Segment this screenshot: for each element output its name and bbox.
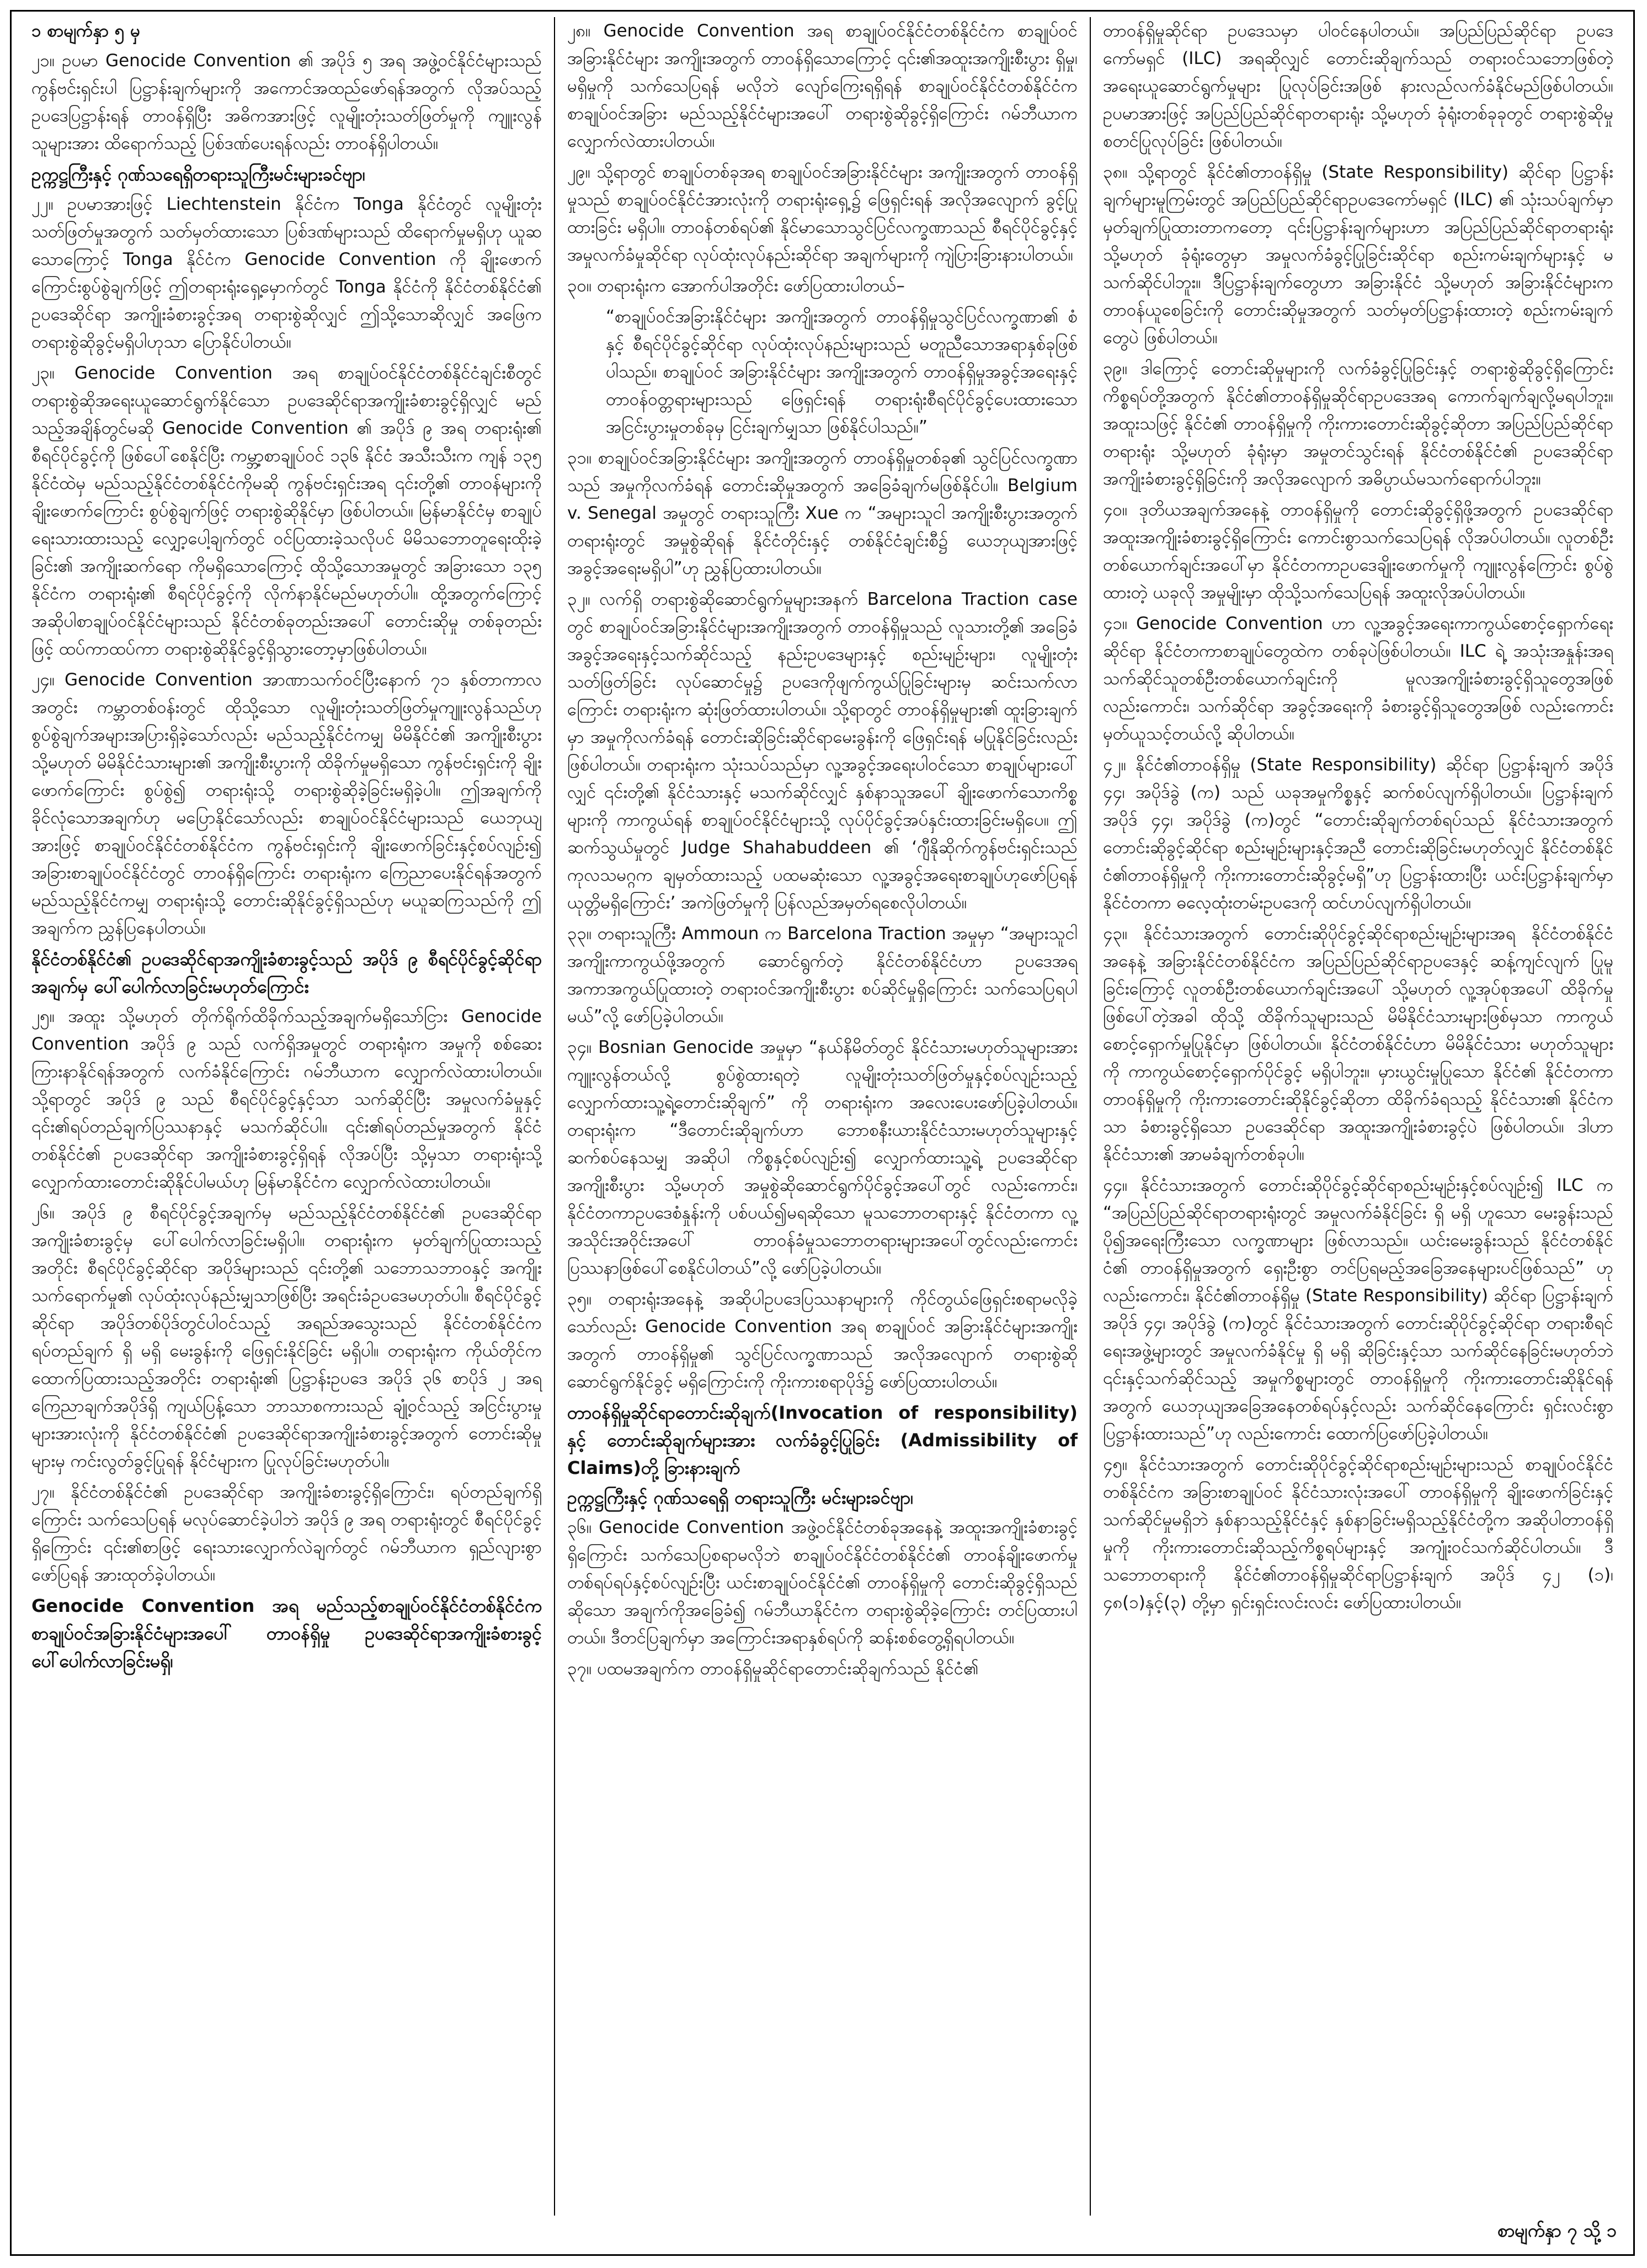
continued-from-label: ၁ စာမျက်နှာ ၅ မှ xyxy=(31,21,140,41)
paragraph: ၄၃။ နိုင်ငံသားအတွက် တောင်းဆိုပိုင်ခွင့်ဆိုင်ရာစည်းမျဉ်းများအရ နိုင်ငံတစ်နိုင်ငံအနေနဲ့ အခြားနိုင်ငံတစ်နိုင်ငံက အပြည်ပြည်ဆိုင်ရာဥပဒေနှင့် ဆန့်ကျင်လျက် ပြုမူခြင်းကြောင့် လူတစ်ဦးတစ်ယောက်ချင်းအပေါ် သို့မဟုတ် လူ့အုပ်စုအပေါ် ထိခိုက်မှုဖြစ်ပေါ်တဲ့အခါ ထိုသို့ ထိခိုက်သူများသည် မိမိနိုင်ငံသားများဖြစ်မှသာ ကာကွယ်စောင့်ရှောက်မှုပြုနိုင်မှာ ဖြစ်ပါတယ်။ နိုင်ငံတစ်နိုင်ငံဟာ မိမိနိုင်ငံသား မဟုတ်သူများကို ကာကွယ်စောင့်ရှောက်ပိုင်ခွင့် မရှိပါဘူး။ မှားယွင်းမှုပြုသော နိုင်ငံ၏ နိုင်ငံတကာတာဝန်ရှိမှုကို ကိုးကားတောင်းဆိုနိုင်ခွင့်ဆိုတာ ထိခိုက်ခံရသည့် နိုင်ငံသား၏ နိုင်ငံကသာ ခံစားခွင့်ရှိသော ဥပဒေဆိုင်ရာ အထူးအကျိုးခံစားခွင့်ပဲ ဖြစ်ပါတယ်။ ဒါဟာ နိုင်ငံသား၏ အာမခံချက်တစ်ခုပါ။ xyxy=(1103,924,1613,1164)
paragraph: ၄၄။ နိုင်ငံသားအတွက် တောင်းဆိုပိုင်ခွင့်ဆိုင်ရာစည်းမျဉ်းနှင့်စပ်လျဉ်း၍ ILC က “အပြည်ပြည်ဆိုင်ရာတရားရုံးတွင် အမှုလက်ခံနိုင်ခြင်း ရှိ မရှိ ဟူသော မေးခွန်းသည် ပို၍အရေးကြီးသော လက္ခဏာများ ဖြစ်လာသည်။ ယင်းမေးခွန်းသည် နိုင်ငံတစ်နိုင်ငံ၏ တာဝန်ရှိမှုအတွက် ရှေးဦးစွာ တင်ပြရမည့်အခြေအနေများပင်ဖြစ်သည်” ဟုလည်းကောင်း၊ နိုင်ငံ၏တာဝန်ရှိမှု (State Responsibility) ဆိုင်ရာ ပြဋ္ဌာန်းချက် အပိုဒ် ၄၄၊ အပိုဒ်ခွဲ (က)တွင် နိုင်ငံသားအတွက် တောင်းဆိုပိုင်ခွင့်ဆိုင်ရာ တရားစီရင်ရေးအဖွဲ့များတွင် အမှုလက်ခံနိုင်မှု ရှိ မရှိ ဆိုခြင်းနှင့်သာ သက်ဆိုင်နေခြင်းမဟုတ်ဘဲ ၎င်းနှင့်သက်ဆိုင်သည့် အမှုကိစ္စများတွင် တာဝန်ရှိမှုကို ကိုးကားတောင်းဆိုနိုင်ရန်အတွက် ယေဘုယျအခြေအနေတစ်ရပ်နှင့်လည်း သက်ဆိုင်နေကြောင်း ရှင်းလင်းစွာ ပြဋ္ဌာန်းထားသည်”ဟု လည်းကောင်း ထောက်ပြဖော်ပြခဲ့ပါတယ်။ xyxy=(1103,1175,1613,1444)
column-right xyxy=(1090,17,1625,2216)
column-left xyxy=(19,17,554,2216)
page-frame xyxy=(10,10,1635,2256)
paragraph: ၂၅။ အထူး သို့မဟုတ် တိုက်ရိုက်ထိခိုက်သည့်အချက်မရှိသော်ငြား Genocide Convention အပိုဒ် ၉ သည် လက်ရှိအမှုတွင် တရားရုံးက အမှုကို စစ်ဆေးကြားနာနိုင်ရန်အတွက် လက်ခံနိုင်ကြောင်း ဂမ်ဘီယာက လျှောက်လဲထားပါတယ်။ သို့ရာတွင် အပိုဒ် ၉ သည် စီရင်ပိုင်ခွင့်နှင့်သာ သက်ဆိုင်ပြီး အမှုလက်ခံမှုနှင့် ၎င်း၏ရပ်တည်ချက်ပြဿနာနှင့် မသက်ဆိုင်ပါ။ ၎င်း၏ရပ်တည်မှုအတွက် နိုင်ငံတစ်နိုင်ငံ၏ ဥပဒေဆိုင်ရာ အကျိုးခံစားခွင့်ရှိရန် လိုအပ်ပြီး သို့မှသာ တရားရုံးသို့ လျှောက်ထားတောင်းဆိုနိုင်ပါမယ်ဟု မြန်မာနိုင်ငံက လျှောက်လဲထားပါတယ်။ xyxy=(31,1007,542,1192)
paragraph: ၃၄။ Bosnian Genocide အမှုမှာ “နယ်နိမိတ်တွင် နိုင်ငံသားမဟုတ်သူများအား ကျူးလွန်တယ်လို့ စွပ်စွဲထားရတဲ့ လူမျိုးတုံးသတ်ဖြတ်မှုနှင့်စပ်လျဉ်းသည့် လျှောက်ထားသူ့ရဲ့တောင်းဆိုချက်” ကို တရားရုံးက အလေးပေးဖော်ပြခဲ့ပါတယ်။ တရားရုံးက “ဒီတောင်းဆိုချက်ဟာ ဘောစနီးယားနိုင်ငံသားမဟုတ်သူများနှင့် ဆက်စပ်နေသမျှ အဆိုပါ ကိစ္စနှင့်စပ်လျဉ်း၍ လျှောက်ထားသူ့ရဲ့ ဥပဒေဆိုင်ရာအကျိုးစီးပွား သို့မဟုတ် အမှုစွဲဆိုဆောင်ရွက်ပိုင်ခွင့်အပေါ်တွင် လည်းကောင်း၊ နိုင်ငံတကာဥပဒေစံနှုန်းကို ပစ်ပယ်၍မရဆိုသော မူသဘောတရားနှင့် နိုင်ငံတကာ လူ့အသိုင်းအဝိုင်းအပေါ် တာဝန်ခံမှုသဘောတရားများအပေါ်တွင်လည်းကောင်း ပြဿနာဖြစ်ပေါ်စေနိုင်ပါတယ်”လို့ ဖော်ပြခဲ့ပါတယ်။ xyxy=(567,1037,1078,1278)
paragraph: ၃၇။ ပထမအချက်က တာဝန်ရှိမှုဆိုင်ရာတောင်းဆိုချက်သည် နိုင်ငံ၏ xyxy=(567,1659,979,1679)
paragraph: ၂၈။ Genocide Convention အရ စာချုပ်ဝင်နိုင်ငံတစ်နိုင်ငံက စာချုပ်ဝင် အခြားနိုင်ငံများ အကျိုးအတွက် တာဝန်ရှိသောကြောင့် ၎င်း၏အထူးအကျိုးစီးပွား ရှိမှု၊ မရှိမှုကို သက်သေပြရန် မလိုဘဲ လျော်ကြေးရရှိရန် စာချုပ်ဝင်နိုင်ငံတစ်နိုင်ငံက စာချုပ်ဝင်အခြား မည်သည့်နိုင်ငံများအပေါ် တရားစွဲဆိုခွင့်ရှိကြောင်း ဂမ်ဘီယာက လျှောက်လဲထားပါတယ်။ xyxy=(567,21,1078,151)
paragraph: ၄၅။ နိုင်ငံသားအတွက် တောင်းဆိုပိုင်ခွင့်ဆိုင်ရာစည်းမျဉ်းများသည် စာချုပ်ဝင်နိုင်ငံတစ်နိုင်ငံက အခြားစာချုပ်ဝင် နိုင်ငံသားလုံးအပေါ် တာဝန်ရှိမှုကို ချိုးဖောက်ခြင်းနှင့် သက်ဆိုင်မှုမရှိဘဲ နှစ်နာသည့်နိုင်ငံနှင့် နှစ်နာခြင်းမရှိသည့်နိုင်ငံတို့က အဆိုပါတာဝန်ရှိမှုကို ကိုးကားတောင်းဆိုသည့်ကိစ္စရပ်များနှင့် အကျုံးဝင်သက်ဆိုင်ပါတယ်။ ဒီသဘောတရားကို နိုင်ငံ၏တာဝန်ရှိမှုဆိုင်ရာပြဋ္ဌာန်းချက် အပိုဒ် ၄၂ (၁)၊ ၄၈(၁)နှင့်(၃) တို့မှာ ရှင်းရှင်းလင်းလင်း ဖော်ပြထားပါတယ်။ xyxy=(1103,1455,1613,1612)
quoted-passage: “စာချုပ်ဝင်အခြားနိုင်ငံများ အကျိုးအတွက် တာဝန်ရှိမှုသွင်ပြင်လက္ခဏာ၏ စံနှင့် စီရင်ပိုင်ခွင့်ဆိုင်ရာ လုပ်ထုံးလုပ်နည်းများသည် မတူညီသောအရာနှစ်ခုဖြစ်ပါသည်။ စာချုပ်ဝင် အခြားနိုင်ငံများ အကျိုးအတွက် တာဝန်ရှိမှုအခွင့်အရေးနှင့် တာဝန်ဝတ္တရားများသည် ဖြေရှင်းရန် တရားရုံးစီရင်ပိုင်ခွင့်ပေးထားသော အငြင်းပွားမှုတစ်ခုမှ ငြင်းချက်မျှသာ ဖြစ်နိုင်ပါသည်။” xyxy=(606,307,1078,437)
paragraph: ၃၀။ တရားရုံးက အောက်ပါအတိုင်း ဖော်ပြထားပါတယ်– xyxy=(567,276,905,296)
paragraph: ၃၂။ လက်ရှိ တရားစွဲဆိုဆောင်ရွက်မှုများအနက် Barcelona Traction case တွင် စာချုပ်ဝင်အခြားနိုင်ငံများအကျိုးအတွက် တာဝန်ရှိမှုသည် လူသားတို့၏ အခြေခံအခွင့်အရေးနှင့်သက်ဆိုင်သည့် နည်းဥပဒေများနှင့် စည်းမျဉ်းများ၊ လူမျိုးတုံးသတ်ဖြတ်ခြင်း လုပ်ဆောင်မှု၌ ဥပဒေကိုဖျက်ကွယ်ပြုခြင်းများမှ ဆင်းသက်လာကြောင်း တရားရုံးက ဆုံးဖြတ်ထားပါတယ်။ သို့ရာတွင် တာဝန်ရှိမှုများ၏ ထူးခြားချက်မှာ အမှုကိုလက်ခံရန် တောင်းဆိုခြင်းဆိုင်ရာမေးခွန်းကို ဖြေရှင်းရန် မပြုနိုင်ခြင်းလည်းဖြစ်ပါတယ်။ တရားရုံးက သုံးသပ်သည်မှာ လူ့အခွင့်အရေးပါဝင်သော စာချုပ်များပေါ်လျှင် ၎င်းတို့၏ နိုင်ငံသားနှင့် မသက်ဆိုင်လျှင် နှစ်နာသူအပေါ် ချိုးဖောက်သောကိစ္စများကို ကာကွယ်ရန် စာချုပ်ဝင်နိုင်ငံများသို့ လုပ်ပိုင်ခွင့်အပ်နှင်းထားခြင်းမရှိပေ။ ဤဆက်သွယ်မှုတွင် Judge Shahabuddeen ၏ ‘ဂျီနိုဆိုက်ကွန်ဗင်းရှင်းသည် ကုလသမဂ္ဂက ချမှတ်ထားသည့် ပထမဆုံးသော လူ့အခွင့်အရေးစာချုပ်ဟုဖော်ပြရန် ယုတ္တိမရှိကြောင်း’ အကဲဖြတ်မှုကို ပြန်လည်အမှတ်ရစေလိုပါတယ်။ xyxy=(567,589,1078,913)
paragraph: ၂၉။ သို့ရာတွင် စာချုပ်တစ်ခုအရ စာချုပ်ဝင်အခြားနိုင်ငံများ အကျိုးအတွက် တာဝန်ရှိမှုသည် စာချုပ်ဝင်နိုင်ငံအားလုံးကို တရားရုံးရှေ့၌ ဖြေရှင်းရန် အလိုအလျောက် ခွင့်ပြုထားခြင်း မရှိပါ။ တာဝန်တစ်ရပ်၏ နိုင်မာသောသွင်ပြင်လက္ခဏာသည် စီရင်ပိုင်ခွင့်နှင့် အမှုလက်ခံမှုဆိုင်ရာ လုပ်ထုံးလုပ်နည်းဆိုင်ရာ အချက်များကို ကျဲပြားခြားနားပါတယ်။ xyxy=(567,162,1078,265)
section-heading: နိုင်ငံတစ်နိုင်ငံ၏ ဥပဒေဆိုင်ရာအကျိုးခံစားခွင့်သည် အပိုဒ် ၉ စီရင်ပိုင်ခွင့်ဆိုင်ရာအချက်မှ ပေါ်ပေါက်လာခြင်းမဟုတ်ကြောင်း xyxy=(31,949,542,997)
paragraph: ၃၅။ တရားရုံးအနေနဲ့ အဆိုပါဥပဒေပြဿနာများကို ကိုင်တွယ်ဖြေရှင်းစရာမလိုခဲ့သော်လည်း Genocide Convention အရ စာချုပ်ဝင် အခြားနိုင်ငံများအကျိုးအတွက် တာဝန်ရှိမှု၏ သွင်ပြင်လက္ခဏာသည် အလိုအလျောက် တရားစွဲဆိုဆောင်ရွက်နိုင်ခွင့် မရှိကြောင်းကို ကိုးကားစရာပိုဒ်၌ ဖော်ပြထားပါတယ်။ xyxy=(567,1289,1078,1392)
paragraph: ၃၃။ တရားသူကြီး Ammoun က Barcelona Traction အမှုမှာ “အများသူငါအကျိုးကာကွယ်ဖို့အတွက် ဆောင်ရွက်တဲ့ နိုင်ငံတစ်နိုင်ငံဟာ ဥပဒေအရ အကာအကွယ်ပြုထားတဲ့ တရားဝင်အကျိုးစီးပွား စပ်ဆိုင်မှုရှိကြောင်း သက်သေပြရပါမယ်”လို့ ဖော်ပြခဲ့ပါတယ်။ xyxy=(567,924,1078,1026)
paragraph: ၄၂။ နိုင်ငံ၏တာဝန်ရှိမှု (State Responsibility) ဆိုင်ရာ ပြဋ္ဌာန်းချက် အပိုဒ် ၄၄၊ အပိုဒ်ခွဲ (က) သည် ယခုအမှုကိစ္စနှင့် ဆက်စပ်လျက်ရှိပါတယ်။ ပြဋ္ဌာန်းချက် အပိုဒ် ၄၄၊ အပိုဒ်ခွဲ (က)တွင် “တောင်းဆိုချက်တစ်ရပ်သည် နိုင်ငံသားအတွက် တောင်းဆိုခွင့်ဆိုင်ရာ စည်းမျဉ်းများနှင့်အညီ တောင်းဆိုခြင်းမဟုတ်လျှင် နိုင်ငံတစ်နိုင်ငံ၏တာဝန်ရှိမှုကို ကိုးကားတောင်းဆိုခွင့်မရှိ”ဟု ပြဋ္ဌာန်းထားပြီး ယင်းပြဋ္ဌာန်းချက်မှာ နိုင်ငံတကာ ဓလေ့ထုံးတမ်းဥပဒေကို ထင်ဟပ်လျက်ရှိပါတယ်။ xyxy=(1103,755,1613,913)
section-heading: ဥက္ကဋ္ဌကြီးနှင့် ဂုဏ်သရေရှိ တရားသူကြီး မင်းများခင်ဗျာ၊ xyxy=(567,1487,914,1508)
paragraph: ၄၀။ ဒုတိယအချက်အနေနဲ့ တာဝန်ရှိမှုကို တောင်းဆိုခွင့်ရှိဖို့အတွက် ဥပဒေဆိုင်ရာ အထူးအကျိုးခံစားခွင့်ရှိကြောင်း ကောင်းစွာသက်သေပြရန် လိုအပ်ပါတယ်။ လူတစ်ဦးတစ်ယောက်ချင်းအပေါ်မှာ နိုင်ငံတကာဥပဒေချိုးဖောက်မှုကို ကျူးလွန်ကြောင်း စွပ်စွဲထားတဲ့ ယခုလို အမှုမျိုးမှာ ထိုသို့သက်သေပြရန် အထူးလိုအပ်ပါတယ်။ xyxy=(1103,500,1613,603)
continued-on-label: စာမျက်နှာ ၇ သို့ ၁ xyxy=(1497,2220,1617,2241)
paragraph: တာဝန်ရှိမှုဆိုင်ရာ ဥပဒေသမှာ ပါဝင်နေပါတယ်။ အပြည်ပြည်ဆိုင်ရာ ဥပဒေကော်မရှင် (ILC) အရဆိုလျှင် တောင်းဆိုချက်သည် တရားဝင်သဘောဖြစ်တဲ့ အရေးယူဆောင်ရွက်မှုများ ပြုလုပ်ခြင်းအဖြစ် နားလည်လက်ခံနိုင်မည်ဖြစ်ပါတယ်။ ဥပမာအားဖြင့် အပြည်ပြည်ဆိုင်ရာတရားရုံး သို့မဟုတ် ခုံရုံးတစ်ခုခုတွင် တရားစွဲဆိုမှု စတင်ပြုလုပ်ခြင်း ဖြစ်ပါတယ်။ xyxy=(1103,21,1613,151)
paragraph: ၃၁။ စာချုပ်ဝင်အခြားနိုင်ငံများ အကျိုးအတွက် တာဝန်ရှိမှုတစ်ခု၏ သွင်ပြင်လက္ခဏာသည် အမှုကိုလက်ခံရန် တောင်းဆိုမှုအတွက် အခြေခံချက်မဖြစ်နိုင်ပါ။ Belgium v. Senegal အမှုတွင် တရားသူကြီး Xue က “အများသူငါ အကျိုးစီးပွားအတွက် တရားရုံးတွင် အမှုစွဲဆိုရန် နိုင်ငံတိုင်းနှင့် တစ်နိုင်ငံချင်းစီ၌ ယေဘုယျအားဖြင့် အခွင့်အရေးမရှိပါ”ဟု ညွှန်ပြထားပါတယ်။ xyxy=(567,448,1078,578)
paragraph: ၃၈။ သို့ရာတွင် နိုင်ငံ၏တာဝန်ရှိမှု (State Responsibility) ဆိုင်ရာ ပြဋ္ဌာန်းချက်များမူကြမ်းတွင် အပြည်ပြည်ဆိုင်ရာဥပဒေကော်မရှင် (ILC) ၏ သုံးသပ်ချက်မှာ မှတ်ချက်ပြုထားတာကတော့ ၎င်းပြဋ္ဌာန်းချက်များဟာ အပြည်ပြည်ဆိုင်ရာတရားရုံး သို့မဟုတ် ခုံရုံးတွေမှာ အမှုလက်ခံခွင့်ပြုခြင်းဆိုင်ရာ စည်းကမ်းချက်များနှင့် မသက်ဆိုင်ပါဘူး။ ဒီပြဋ္ဌာန်းချက်တွေဟာ အခြားနိုင်ငံ သို့မဟုတ် အခြားနိုင်ငံများက တာဝန်ယူစေခြင်းကို တောင်းဆိုမှုအတွက် သတ်မှတ်ပြဋ္ဌာန်းထားတဲ့ စည်းကမ်းချက်တွေပဲ ဖြစ်ပါတယ်။ xyxy=(1103,162,1613,348)
paragraph: ၂၆။ အပိုဒ် ၉ စီရင်ပိုင်ခွင့်အချက်မှ မည်သည့်နိုင်ငံတစ်နိုင်ငံ၏ ဥပဒေဆိုင်ရာ အကျိုးခံစားခွင့်မှ ပေါ်ပေါက်လာခြင်းမရှိပါ။ တရားရုံးက မှတ်ချက်ပြုထားသည့်အတိုင်း စီရင်ပိုင်ခွင့်ဆိုင်ရာ အပိုဒ်များသည် ၎င်းတို့၏ သဘောသဘာဝနှင့် အကျိုးသက်ရောက်မှု၏ လုပ်ထုံးလုပ်နည်းမျှသာဖြစ်ပြီး အရင်းခံဥပဒေမဟုတ်ပါ။ စီရင်ပိုင်ခွင့်ဆိုင်ရာ အပိုဒ်တစ်ပိုဒ်တွင်ပါဝင်သည့် အရည်အသွေးသည် နိုင်ငံတစ်နိုင်ငံက ရပ်တည်ချက် ရှိ မရှိ မေးခွန်းကို ဖြေရှင်းနိုင်ခြင်း မရှိပါ။ တရားရုံးက ကိုယ်တိုင်က ထောက်ပြထားသည့်အတိုင်း တရားရုံး၏ ပြဋ္ဌာန်းဥပဒေ အပိုဒ် ၃၆ စာပိုဒ် ၂ အရ ကြေညာချက်အပိုဒ်ရှိ ကျယ်ပြန့်သော ဘာသာစကားသည် ချုံ့ဝင်သည့် အငြင်းပွားမှုများအားလုံးကို နိုင်ငံတစ်နိုင်ငံ၏ ဥပဒေဆိုင်ရာအကျိုးခံစားခွင့်အတွက် တောင်းဆိုမှုများမှ ကင်းလွတ်ခွင့်ပြုရန် နိုင်ငံများက ပြုလုပ်ခြင်းမဟုတ်ပါ။ xyxy=(31,1203,542,1471)
paragraph: ၃၉။ ဒါကြောင့် တောင်းဆိုမှုများကို လက်ခံခွင့်ပြုခြင်းနှင့် တရားစွဲဆိုခွင့်ရှိကြောင်း ကိစ္စရပ်တို့အတွက် နိုင်ငံ၏တာဝန်ရှိမှုဆိုင်ရာဥပဒေအရ ကောက်ချက်ချလို့မရပါဘူး။ အထူးသဖြင့် နိုင်ငံ၏ တာဝန်ရှိမှုကို ကိုးကားတောင်းဆိုခွင့်ဆိုတာ အပြည်ပြည်ဆိုင်ရာတရားရုံး သို့မဟုတ် ခုံရုံးမှာ အမှုတင်သွင်းရန် နိုင်ငံတစ်နိုင်ငံ၏ ဥပဒေဆိုင်ရာအကျိုးခံစားခွင့်ရှိခြင်းကို အလိုအလျောက် အဓိပ္ပာယ်မသက်ရောက်ပါဘူး။ xyxy=(1103,359,1613,489)
paragraph: ၃၆။ Genocide Convention အဖွဲ့ဝင်နိုင်ငံတစ်ခုအနေနဲ့ အထူးအကျိုးခံစားခွင့်ရှိကြောင်း သက်သေပြစရာမလိုဘဲ စာချုပ်ဝင်နိုင်ငံတစ်နိုင်ငံ၏ တာဝန်ချိုးဖောက်မှုတစ်ရပ်ရပ်နှင့်စပ်လျဉ်းပြီး ယင်းစာချုပ်ဝင်နိုင်ငံ၏ တာဝန်ရှိမှုကို တောင်းဆိုခွင့်ရှိသည်ဆိုသော အချက်ကိုအခြေခံ၍ ဂမ်ဘီယာနိုင်ငံက တရားစွဲဆိုခဲ့ကြောင်း တင်ပြထားပါတယ်။ ဒီတင်ပြချက်မှာ အကြောင်းအရာနှစ်ရပ်ကို ဆန်းစစ်တွေ့ရှိရပါတယ်။ xyxy=(567,1518,1078,1648)
paragraph: ၂၄။ Genocide Convention အာဏာသက်ဝင်ပြီးနောက် ၇၁ နှစ်တာကာလအတွင်း ကမ္ဘာတစ်ဝန်းတွင် ထိုသို့သော လူမျိုးတုံးသတ်ဖြတ်မှုကျူးလွန်သည်ဟု စွပ်စွဲချက်အများအပြားရှိခဲ့သော်လည်း မည်သည့်နိုင်ငံကမျှ မိမိနိုင်ငံ၏ အကျိုးစီးပွား သို့မဟုတ် မိမိနိုင်ငံသားများ၏ အကျိုးစီးပွားကို ထိခိုက်မှုမရှိသော ကွန်ဗင်းရှင်းကို ချိုးဖောက်ကြောင်း စွပ်စွဲ၍ တရားရုံးသို့ တရားစွဲဆိုခဲ့ခြင်းမရှိခဲ့ပါ။ ဤအချက်ကို ခိုင်လုံသောအချက်ဟု မပြောနိုင်သော်လည်း စာချုပ်ဝင်နိုင်ငံများသည် ယေဘုယျအားဖြင့် စာချုပ်ဝင်နိုင်ငံတစ်နိုင်ငံက ကွန်ဗင်းရှင်းကို ချိုးဖောက်ခြင်းနှင့်စပ်လျဉ်း၍ အခြားစာချုပ်ဝင်နိုင်ငံတွင် တာဝန်ရှိကြောင်း တရားရုံးက ကြေညာပေးနိုင်ရန်အတွက် မည်သည့်နိုင်ငံကမျှ တရားရုံးသို့ တောင်းဆိုနိုင်ခွင့်ရှိသည်ဟု မယူဆကြသည်ကို ဤအချက်က ညွှန်ပြနေပါတယ်။ xyxy=(31,670,542,938)
section-heading: တာဝန်ရှိမှုဆိုင်ရာတောင်းဆိုချက်(Invocation of responsibility) နှင့် တောင်းဆိုချက်များအား လက်ခံခွင့်ပြုခြင်း (Admissibility of Claims)တို့ ခြားနားချက် xyxy=(567,1402,1078,1478)
text-columns xyxy=(19,17,1625,2216)
section-heading: Genocide Convention အရ မည်သည့်စာချုပ်ဝင်နိုင်ငံတစ်နိုင်ငံက စာချုပ်ဝင်အခြားနိုင်ငံများအပေါ် တာဝန်ရှိမှု ဥပဒေဆိုင်ရာအကျိုးခံစားခွင့် ပေါ်ပေါက်လာခြင်းမရှိ၊ xyxy=(31,1595,542,1671)
paragraph: ၂၁။ ဥပမာ Genocide Convention ၏ အပိုဒ် ၅ အရ အဖွဲ့ဝင်နိုင်ငံများသည် ကွန်ဗင်းရှင်းပါ ပြဋ္ဌာန်းချက်များကို အကောင်အထည်ဖော်ရန်အတွက် လိုအပ်သည့်ဥပဒေပြဋ္ဌာန်းရန် တာဝန်ရှိပြီး အဓိကအားဖြင့် လူမျိုးတုံးသတ်ဖြတ်မှုကို ကျူးလွန်သူများအား ထိရောက်သည့် ပြစ်ဒဏ်ပေးရန်လည်း တာဝန်ရှိပါတယ်။ xyxy=(31,51,542,153)
paragraph: ၂၇။ နိုင်ငံတစ်နိုင်ငံ၏ ဥပဒေဆိုင်ရာ အကျိုးခံစားခွင့်ရှိကြောင်း၊ ရပ်တည်ချက်ရှိကြောင်း သက်သေပြရန် မလုပ်ဆောင်ခဲ့ပါဘဲ အပိုဒ် ၉ အရ တရားရုံးတွင် စီရင်ပိုင်ခွင့်ရှိကြောင်း ၎င်း၏စာဖြင့် ရေးသားလျှောက်လဲချက်တွင် ဂမ်ဘီယာက ရှည်လျားစွာဖော်ပြရန် အားထုတ်ခဲ့ပါတယ်။ xyxy=(31,1482,542,1585)
section-heading: ဥက္ကဋ္ဌကြီးနှင့် ဂုဏ်သရေရှိတရားသူကြီးမင်းများခင်ဗျာ၊ xyxy=(31,164,365,185)
paragraph: ၄၁။ Genocide Convention ဟာ လူ့အခွင့်အရေးကာကွယ်စောင့်ရှောက်ရေးဆိုင်ရာ နိုင်ငံတကာစာချုပ်တွေထဲက တစ်ခုပဲဖြစ်ပါတယ်။ ILC ရဲ့ အသုံးအနှုန်းအရ သက်ဆိုင်သူတစ်ဦးတစ်ယောက်ချင်းကို မူလအကျိုးခံစားခွင့်ရှိသူတွေအဖြစ်လည်းကောင်း၊ သက်ဆိုင်ရာ အခွင့်အရေးကို ခံစားခွင့်ရှိသူတွေအဖြစ် လည်းကောင်း မှတ်ယူသင့်တယ်လို့ ဆိုပါတယ်။ xyxy=(1103,614,1613,744)
paragraph: ၂၃။ Genocide Convention အရ စာချုပ်ဝင်နိုင်ငံတစ်နိုင်ငံချင်းစီတွင် တရားစွဲဆိုအရေးယူဆောင်ရွက်နိုင်သော ဥပဒေဆိုင်ရာအကျိုးခံစားခွင့်ရှိလျှင် မည်သည့်အချိန်တွင်မဆို Genocide Convention ၏ အပိုဒ် ၉ အရ တရားရုံး၏ စီရင်ပိုင်ခွင့်ကို ဖြစ်ပေါ်စေနိုင်ပြီး ကမ္ဘာ့စာချုပ်ဝင် ၁၃၆ နိုင်ငံ အသီးသီးက ကျန် ၁၃၅ နိုင်ငံထဲမှ မည်သည့်နိုင်ငံတစ်နိုင်ငံကိုမဆို ကွန်ဗင်းရှင်းအရ ၎င်းတို့၏ တာဝန်များကို ချိုးဖောက်ကြောင်း စွပ်စွဲချက်ဖြင့် တရားစွဲဆိုနိုင်မှာ ဖြစ်ပါတယ်။ မြန်မာနိုင်ငံမှ စာချုပ်ရေးသားထားသည့် လျှော့ပေါ့ချက်တွင် ဝင်ပြထားခဲ့သလိုပင် မိမိသဘောတူရေးထိုးခဲ့ခြင်း၏ အကျိုးဆက်ရော ကိုမရှိသောကြောင့် ထိုသို့သောအမှုတွင် အခြားသော ၁၃၅ နိုင်ငံက တရားရုံး၏ စီရင်ပိုင်ခွင့်ကို လိုက်နာနိုင်မည်မဟုတ်ပါ။ ထို့အတွက်ကြောင့် အဆိုပါစာချုပ်ဝင်နိုင်ငံများသည် နိုင်ငံတစ်ခုတည်းအပေါ် တောင်းဆိုမှု တစ်ခုတည်းဖြင့် ထပ်ကာထပ်ကာ တရားစွဲဆိုနိုင်ခွင့်ရှိသွားတော့မှာဖြစ်ပါတယ်။ xyxy=(31,363,542,659)
paragraph: ၂၂။ ဥပမာအားဖြင့် Liechtenstein နိုင်ငံက Tonga နိုင်ငံတွင် လူမျိုးတုံးသတ်ဖြတ်မှုအတွက် သတ်မှတ်ထားသော ပြစ်ဒဏ်များသည် ထိရောက်မှုမရှိဟု ယူဆသောကြောင့် Tonga နိုင်ငံက Genocide Convention ကို ချိုးဖောက်ကြောင်းစွပ်စွဲချက်ဖြင့် ဤတရားရုံးရှေ့မှောက်တွင် Tonga နိုင်ငံကို နိုင်ငံတစ်နိုင်ငံ၏ ဥပဒေဆိုင်ရာ အကျိုးခံစားခွင့်အရ တရားစွဲဆိုလျှင် ဤသို့သောဆိုလျှင် အဖြေက တရားစွဲဆိုခွင့်မရှိပါဟုသာ ပြောနိုင်ပါတယ်။ xyxy=(31,194,542,352)
column-middle xyxy=(554,17,1090,2216)
